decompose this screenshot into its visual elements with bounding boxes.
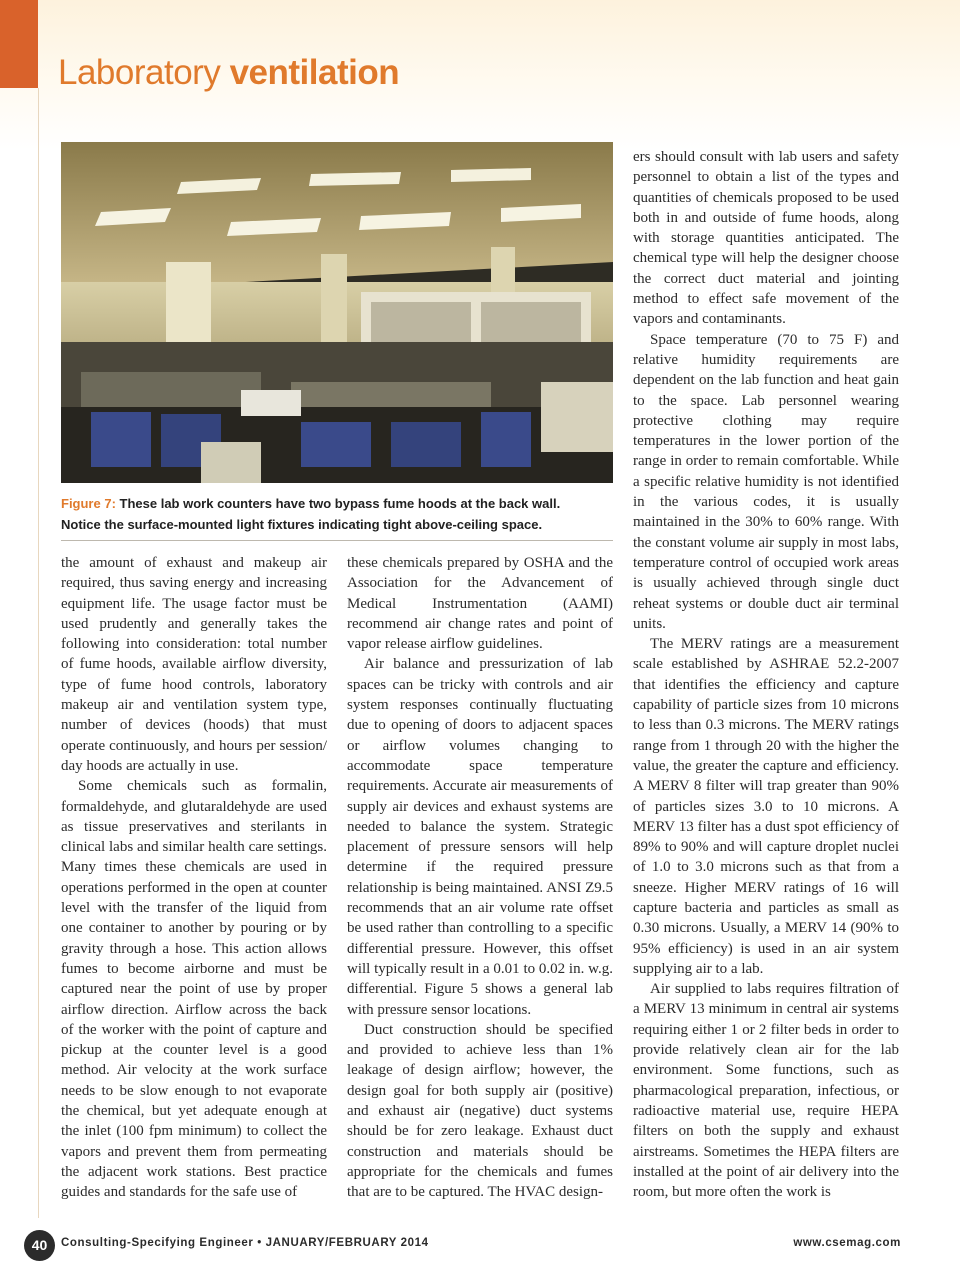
text-column-1 [61,553,327,1203]
figure-caption [61,493,613,535]
publication-info: Consulting-Specifying Engineer • JANUARY/FEBRUARY 2014 [61,1237,429,1249]
paragraph: these chemicals prepared by OSHA and the Association for the Advancement of Medical Instrumentation (AAMI) recommend air change rates and point of vapor release airflow guidelines. [347,555,613,653]
paragraph: Some chemicals such as formalin, formaldehyde, and glutaraldehyde are used as tissue preservatives and sterilants in clinical labs and similar health care settings. Many times these chemicals are used in operations performed in the open at counter level with the transfer of the liquid from one container to another by pouring or by gravity through a hose. This action allows fumes to become airborne and must be captured near the point of use by proper airflow direction. Airflow across the back of the worker with the point of capture and pickup at the counter level is a good method. Air velocity at the work surface needs to be slow enough to not evaporate the chemical, but yet adequate enough at the inlet (100 fpm minimum) to collect the vapors and prevent them from permeating the adjacent work stations. Best practice guides and standards for the safe use of [61,778,327,1201]
page-title [58,52,399,94]
paragraph: Air supplied to labs requires filtration of a MERV 13 minimum in central air systems requiring either 1 or 2 filter beds in order to provide relatively clean air for the lab environment. Some functions, such as pharmacological preparation, infectious, or radioactive material use, require HEPA filters on both the supply and exhaust airstreams. Sometimes the HEPA filters are installed at the point of air delivery into the room, but more often the work is [633,981,899,1201]
figure-label: Figure 7: [61,496,116,511]
lab-photo [61,142,613,483]
paragraph: The MERV ratings are a measurement scale established by ASHRAE 52.2-2007 that identifies the efficiency and capture capability of particle sizes from 10 microns to less than 0.3 microns. The MERV ratings range from 1 through 20 with the higher the value, the greater the capture and efficiency. A MERV 8 filter will trap greater than 90% of particles sizes 3.0 to 10 microns. A MERV 13 filter has a dust spot efficiency of 89% to 90% and will capture droplet nuclei of 1.0 to 3.0 microns such as that from a sneeze. Higher MERV ratings of 16 will capture bacteria and particles as small as 0.30 microns. Usually, a MERV 14 (90% to 95% efficiency) is used in an air system supplying air to a lab. [633,636,899,977]
caption-divider [61,540,613,541]
caption-line-2: Notice the surface-mounted light fixtures indicating tight above-ceiling space. [61,517,543,532]
page-number: 40 [24,1230,55,1261]
text-column-2 [347,553,613,1203]
paragraph: ers should consult with lab users and safety personnel to obtain a list of the types and quantities of chemicals proposed to be used both in and outside of fume hoods, along with storage quantities anticipated. The chemical type will help the designer choose the correct duct material and jointing method to effect safe movement of the vapors and contaminants. [633,149,899,328]
paragraph: Air balance and pressurization of lab spaces can be tricky with controls and air system responses continually fluctuating due to opening of doors to adjacent spaces or airflow volumes changing to accommodate space temperature requirements. Accurate air measurements of supply air devices and exhaust systems are needed to balance the system. Strategic placement of pressure sensors will help determine if the required pressure relationship is being maintained. ANSI Z9.5 recommends that an air volume rate offset be used rather than controlling to a specific differential pressure. However, this offset will typically result in a 0.01 to 0.02 in. w.g. differential. Figure 5 shows a general lab with pressure sensor locations. [347,656,613,1018]
section-tab [0,0,38,88]
text-column-3 [633,147,899,1202]
caption-line-1: These lab work counters have two bypass fume hoods at the back wall. [119,496,561,511]
paragraph: Space temperature (70 to 75 F) and relative humidity requirements are dependent on the lab function and heat gain to the space. Lab personnel wearing protective clothing may require temperatures in the lower portion of the range in order to remain comfortable. While a specific relative humidity is not identified in the various codes, it is usually maintained in the 30% to 60% range. With the constant volume air supply in most labs, temperature control of occupied work areas is usually achieved through single duct reheat systems or double duct air terminal units. [633,331,899,632]
margin-rule [38,88,39,1218]
title-bold: ventilation [229,53,400,92]
website-url: www.csemag.com [793,1237,901,1249]
paragraph: the amount of exhaust and makeup air required, thus saving energy and increasing equipment life. The usage factor must be used prudently and generally takes the following into consideration: total number of fume hoods, available airflow diversity, type of fume hood controls, laboratory makeup air and ventilation system type, number of devices (hoods) that must operate continuously, and hours per session/ day hoods are actually in use. [61,555,327,774]
paragraph: Duct construction should be specified and provided to achieve less than 1% leakage of design airflow; however, the design goal for both supply air (positive) and exhaust air (negative) duct systems should be for zero leakage. Exhaust duct construction and materials should be appropriate for the chemicals and fumes that are to be captured. The HVAC design- [347,1021,613,1201]
title-light: Laboratory [58,53,221,92]
